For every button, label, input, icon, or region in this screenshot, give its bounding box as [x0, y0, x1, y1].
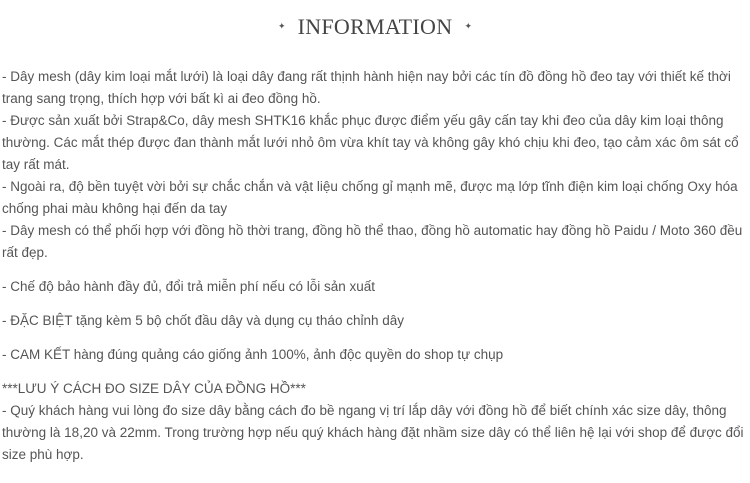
paragraph-size-note-heading: ***LƯU Ý CÁCH ĐO SIZE DÂY CỦA ĐỒNG HỒ***: [2, 381, 306, 396]
paragraph-warranty: - Chế độ bảo hành đầy đủ, đổi trả miễn phí nếu có lỗi sản xuất: [2, 279, 375, 294]
diamond-ornament-left-icon: ✦: [278, 21, 286, 32]
section-header: [0, 10, 750, 44]
paragraph-durability: - Ngoài ra, độ bền tuyệt vời bởi sự chắc chắn và vật liệu chống gỉ mạnh mẽ, được mạ lớp tĩnh điện kim loại chống Oxy hóa chống phai màu không hại đến da tay: [2, 179, 738, 216]
paragraph-gift: - ĐẶC BIỆT tặng kèm 5 bộ chốt đầu dây và dụng cụ tháo chỉnh dây: [2, 313, 404, 328]
paragraph-compatibility: - Dây mesh có thể phối hợp với đồng hồ thời trang, đồng hồ thể thao, đồng hồ automatic hay đồng hồ Paidu / Moto 360 đều rất đẹp.: [2, 223, 743, 260]
spacer: [2, 264, 746, 276]
product-description: [2, 66, 746, 466]
paragraph-size-instructions: - Quý khách hàng vui lòng đo size dây bằng cách đo bề ngang vị trí lắp dây với đồng hồ để biết chính xác size dây, thông thường là 18,20 và 22mm. Trong trường hợp nếu quý khách hàng đặt nhầm size dây có thể liên hệ lại với shop để được đổi size phù hợp.: [2, 403, 744, 462]
paragraph-mesh-intro: - Dây mesh (dây kim loại mắt lưới) là loại dây đang rất thịnh hành hiện nay bởi các tín đồ đồng hồ đeo tay với thiết kế thời trang sang trọng, thích hợp với bất kì ai đeo đồng hồ.: [2, 69, 731, 106]
spacer: [2, 332, 746, 344]
section-title: INFORMATION: [297, 14, 453, 39]
spacer: [2, 298, 746, 310]
spacer: [2, 366, 746, 378]
diamond-ornament-right-icon: ✦: [464, 21, 472, 32]
paragraph-manufacturer: - Được sản xuất bởi Strap&Co, dây mesh SHTK16 khắc phục được điểm yếu gây cấn tay khi đeo của dây kim loại thông thường. Các mắt thép được đan thành mắt lưới nhỏ ôm vừa khít tay và không gây khó chịu khi đeo, tạo cảm xác ôm sát cổ tay rất mát.: [2, 113, 739, 172]
paragraph-commitment: - CAM KẾT hàng đúng quảng cáo giống ảnh 100%, ảnh độc quyền do shop tự chụp: [2, 347, 504, 362]
